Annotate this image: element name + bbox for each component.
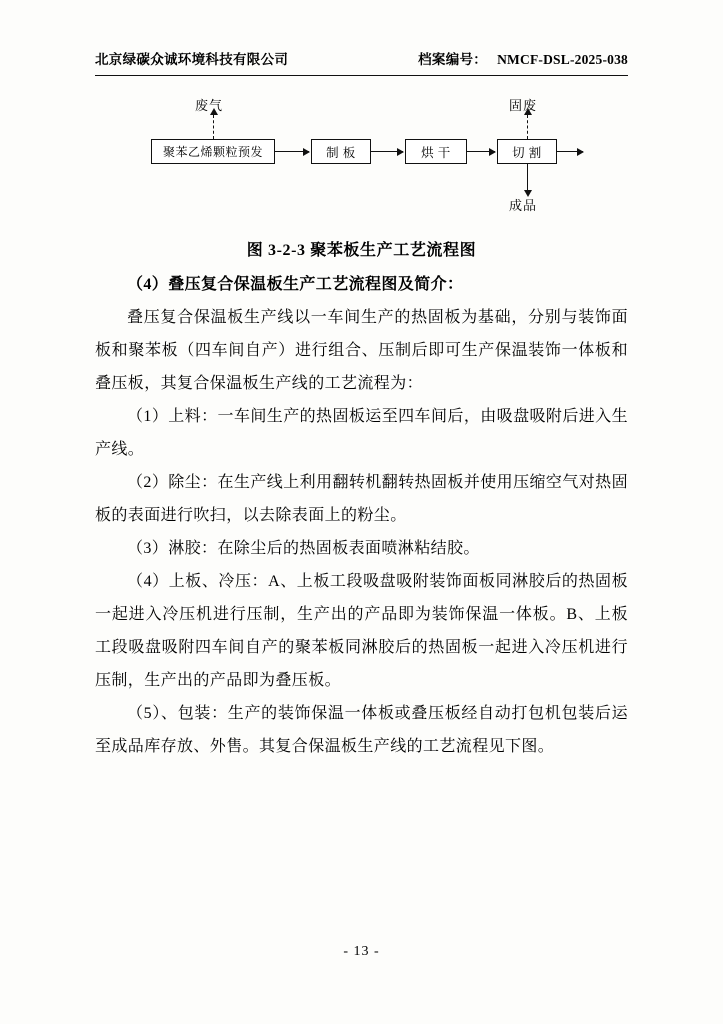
arrow-right-4-icon <box>557 151 583 152</box>
diagram-label-solid-waste: 固废 <box>509 98 538 113</box>
header-divider <box>95 75 628 76</box>
body-content <box>95 268 628 763</box>
paragraph-step-3: （3）淋胶：在除尘后的热固板表面喷淋粘结胶。 <box>127 540 480 557</box>
header-file-number <box>418 48 628 68</box>
paragraph-step-5: （5）、包装：生产的装饰保温一体板或叠压板经自动打包机包装后运至成品库存放、外售。其复合保温板生产线的工艺流程见下图。 <box>95 705 628 755</box>
file-number-value: NMCF-DSL-2025-038 <box>497 52 628 67</box>
arrow-right-2-icon <box>371 151 403 152</box>
figure-caption: 图 3-2-3 聚苯板生产工艺流程图 <box>246 242 477 259</box>
paragraph-step-1: （1）上料：一车间生产的热固板运至四车间后，由吸盘吸附后进入生产线。 <box>95 408 628 458</box>
header-company-name: 北京绿碳众诚环境科技有限公司 <box>95 52 289 67</box>
paragraph-intro: 叠压复合保温板生产线以一车间生产的热固板为基础，分别与装饰面板和聚苯板（四车间自产）进行组合、压制后即可生产保温装饰一体板和叠压板，其复合保温板生产线的工艺流程为： <box>95 309 628 392</box>
flow-node-pre-expansion: 聚苯乙烯颗粒预发 <box>151 139 275 164</box>
flow-node-board-making: 制 板 <box>311 139 371 164</box>
paragraph-step-2: （2）除尘：在生产线上利用翻转机翻转热固板并使用压缩空气对热固板的表面进行吹扫，以去除表面上的粉尘。 <box>95 474 628 524</box>
page-header <box>95 48 628 68</box>
flow-node-drying: 烘 干 <box>405 139 467 164</box>
flow-node-cutting: 切 割 <box>497 139 557 164</box>
process-flow-diagram <box>95 95 628 230</box>
arrow-waste-gas-up-icon <box>213 115 214 139</box>
diagram-label-product: 成品 <box>509 198 538 213</box>
paragraph-step-4: （4）上板、冷压：A、上板工段吸盘吸附装饰面板同淋胶后的热固板一起进入冷压机进行压制，生产出的产品即为装饰保温一体板。B、上板工段吸盘吸附四车间自产的聚苯板同淋胶后的热固板一起进入冷压机进行压制，生产出的产品即为叠压板。 <box>95 573 628 689</box>
arrow-right-3-icon <box>467 151 495 152</box>
diagram-label-waste-gas: 废气 <box>195 98 224 113</box>
file-number-label: 档案编号： <box>418 52 488 67</box>
page-number: - 13 - <box>343 944 380 959</box>
section-heading: （4）叠压复合保温板生产工艺流程图及简介： <box>127 276 464 293</box>
arrow-right-1-icon <box>275 151 309 152</box>
arrow-product-down-icon <box>527 164 528 190</box>
arrow-solid-waste-up-icon <box>527 115 528 139</box>
